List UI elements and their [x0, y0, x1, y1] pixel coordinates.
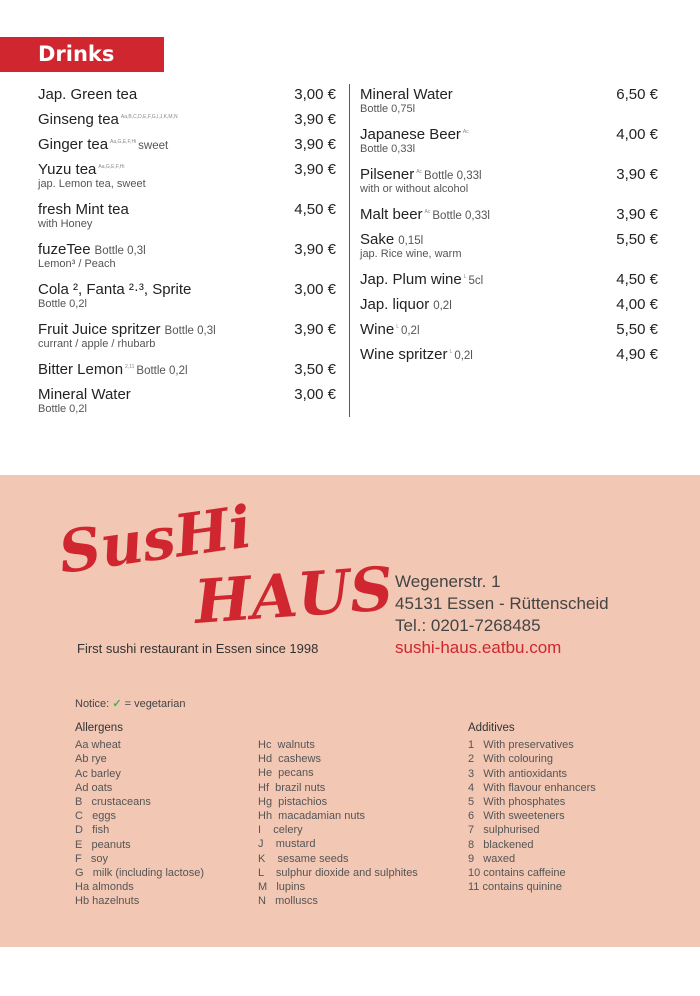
item-price: 3,00 € [294, 386, 336, 403]
item-price: 5,50 € [616, 231, 658, 248]
additive-entry: 3 With antioxidants [468, 767, 568, 780]
allergen-entry: L sulphur dioxide and sulphites [258, 866, 418, 879]
allergen-entry: B crustaceans [75, 796, 151, 809]
website-link[interactable]: sushi-haus.eatbu.com [395, 638, 562, 657]
item-description: with Honey [38, 218, 93, 230]
allergen-entry: J mustard [258, 838, 316, 851]
additive-entry: 5 With phosphates [468, 796, 566, 809]
tagline: First sushi restaurant in Essen since 1998 [77, 641, 319, 656]
item-description: with or without alcohol [360, 183, 469, 195]
vegetarian-notice [75, 697, 185, 710]
item-price: 3,90 € [616, 206, 658, 223]
item-name: Cola ², Fanta ²·³, Sprite [38, 281, 192, 298]
item-size: 0,2l [433, 300, 452, 312]
item-name: Wine spritzer $^L$ 0,2l [360, 346, 473, 363]
item-size: Bottle 0,3l [94, 245, 146, 257]
menu-item [360, 166, 658, 206]
menu-item [38, 241, 336, 281]
item-size: sweet [138, 140, 169, 152]
menu-item [38, 201, 336, 241]
drinks-left-column [38, 86, 336, 426]
allergen-codes: Ac [462, 129, 469, 135]
additives-list [468, 721, 596, 894]
item-name: Yuzu tea $^{Aa,G,E,F,Hi}$ [38, 161, 125, 178]
allergen-entry: K sesame seeds [258, 852, 349, 865]
item-name: Japanese Beer $^{Ac}$ [360, 126, 469, 143]
additive-entry: 4 With flavour enhancers [468, 781, 596, 794]
item-name: Ginseng tea $^{Aa,B,C,D,E,F,G,I,J,K,M,N}$ [38, 111, 178, 128]
item-price: 4,00 € [616, 126, 658, 143]
allergen-codes: Aa,G,E,F,Hi [98, 164, 125, 170]
allergen-entry: Ab rye [75, 753, 107, 766]
menu-item [360, 86, 658, 126]
item-description: Bottle 0,2l [38, 298, 87, 310]
address-street: Wegenerstr. 1 [395, 572, 501, 591]
item-price: 4,50 € [294, 201, 336, 218]
allergen-entry: Ha almonds [75, 881, 134, 894]
allergen-entry: Ad oats [75, 781, 113, 794]
allergen-codes: Aa,B,C,D,E,F,G,I,J,K,M,N [120, 114, 178, 120]
allergen-codes: L [396, 324, 399, 330]
menu-item [38, 111, 336, 136]
allergen-entry: Hf brazil nuts [258, 781, 326, 794]
item-name: Fruit Juice spritzer Bottle 0,3l [38, 321, 216, 338]
item-name: Ginger tea $^{Aa,G,E,F,Hi}$ sweet [38, 136, 169, 153]
menu-item [38, 161, 336, 201]
allergen-entry: Aa wheat [75, 739, 121, 752]
allergen-entry: I celery [258, 824, 303, 837]
item-size: 0,15l [398, 235, 424, 247]
additive-entry: 8 blackened [468, 838, 534, 851]
item-price: 4,00 € [616, 296, 658, 313]
item-price: 3,90 € [294, 111, 336, 128]
item-name: Sake 0,15l [360, 231, 424, 248]
item-size: Bottle 0,33l [432, 210, 490, 222]
menu-item [360, 206, 658, 231]
allergen-entry: Hh macadamian nuts [258, 810, 365, 823]
allergen-entry: Ac barley [75, 767, 121, 780]
item-name: Jap. Green tea [38, 86, 138, 103]
item-name: fresh Mint tea [38, 201, 129, 218]
item-description: jap. Lemon tea, sweet [38, 178, 146, 190]
menu-item [38, 386, 336, 426]
allergen-entry: F soy [75, 852, 109, 865]
notice-label: Notice: [75, 698, 110, 710]
item-name: Jap. liquor 0,2l [360, 296, 452, 313]
address-block [395, 571, 609, 659]
item-price: 3,00 € [294, 281, 336, 298]
item-description: jap. Rice wine, warm [360, 248, 462, 260]
additive-entry: 9 waxed [468, 852, 516, 865]
item-price: 3,00 € [294, 86, 336, 103]
address-city: 45131 Essen - Rüttenscheid [395, 594, 609, 613]
menu-item [38, 281, 336, 321]
menu-item [38, 86, 336, 111]
item-size: 5cl [468, 275, 484, 287]
item-size: 0,2l [400, 325, 420, 337]
item-name: Wine $^L$ 0,2l [360, 321, 420, 338]
item-description: Bottle 0,33l [360, 143, 416, 155]
drinks-right-column [360, 86, 658, 371]
allergen-entry: Hd cashews [258, 753, 321, 766]
menu-item [360, 296, 658, 321]
allergen-entry: C eggs [75, 810, 116, 823]
menu-item [360, 346, 658, 371]
allergen-codes: Aa,G,E,F,Hi [110, 139, 137, 145]
item-size: Bottle 0,2l [136, 365, 188, 377]
allergen-entry: G milk (including lactose) [75, 867, 204, 880]
menu-item [360, 231, 658, 271]
item-size: Bottle 0,3l [164, 325, 216, 337]
allergen-codes: Ac [424, 209, 431, 215]
additive-entry: 2 With colouring [468, 753, 553, 766]
item-price: 4,90 € [616, 346, 658, 363]
item-price: 6,50 € [616, 86, 658, 103]
allergens-col-1 [75, 721, 204, 909]
item-description: Bottle 0,75l [360, 103, 416, 115]
logo-line-1: SusHi [54, 492, 256, 587]
item-price: 3,90 € [294, 136, 336, 153]
item-price: 5,50 € [616, 321, 658, 338]
additive-entry: 10 contains caffeine [468, 867, 566, 880]
allergen-entry: N molluscs [258, 895, 318, 908]
item-price: 4,50 € [616, 271, 658, 288]
item-name: Pilsener $^{Ac}$ Bottle 0,33l [360, 166, 482, 183]
item-price: 3,90 € [294, 241, 336, 258]
menu-item [360, 126, 658, 166]
allergens-col-2 [258, 738, 418, 908]
column-divider [349, 84, 350, 417]
allergen-entry: D fish [75, 824, 110, 837]
additive-entry: 11 contains quinine [468, 881, 562, 894]
item-size: 0,2l [454, 350, 473, 362]
menu-item [38, 361, 336, 386]
item-name: Malt beer $^{Ac}$ Bottle 0,33l [360, 206, 490, 223]
menu-item [38, 321, 336, 361]
allergens-title: Allergens [75, 722, 123, 734]
additives-title: Additives [468, 722, 515, 734]
allergen-codes: L [449, 349, 453, 355]
additive-entry: 7 sulphurised [468, 824, 540, 837]
item-price: 3,90 € [294, 321, 336, 338]
allergen-entry: Hb hazelnuts [75, 895, 140, 908]
allergen-codes: 2,11 [125, 364, 135, 370]
item-description: currant / apple / rhubarb [38, 338, 156, 350]
item-name: Mineral Water [38, 386, 131, 403]
logo-line-2: HAUS [192, 554, 396, 638]
item-name: Jap. Plum wine $^L$ 5cl [360, 271, 484, 288]
sushi-haus-logo [54, 492, 396, 638]
allergen-entry: E peanuts [75, 838, 131, 851]
additive-entry: 1 With preservatives [468, 739, 574, 752]
item-size: Bottle 0,33l [424, 170, 482, 182]
address-phone[interactable]: Tel.: 0201-7268485 [395, 616, 541, 635]
item-name: Bitter Lemon $^{2,11}$ Bottle 0,2l [38, 361, 188, 378]
item-price: 3,90 € [294, 161, 336, 178]
menu-item [38, 136, 336, 161]
allergen-entry: Hc walnuts [258, 739, 315, 751]
item-price: 3,50 € [294, 361, 336, 378]
allergen-codes: L [463, 274, 467, 280]
notice-text: = vegetarian [124, 698, 186, 710]
allergen-codes: Ac [416, 169, 423, 175]
section-title: Drinks [0, 37, 164, 72]
item-description: Bottle 0,2l [38, 403, 87, 415]
vegetarian-icon: ✓ [112, 698, 122, 710]
additive-entry: 6 With sweeteners [468, 810, 565, 823]
allergen-entry: Hg pistachios [258, 795, 328, 808]
item-price: 3,90 € [616, 166, 658, 183]
menu-item [360, 271, 658, 296]
allergen-entry: He pecans [258, 767, 314, 780]
item-description: Lemon³ / Peach [38, 258, 116, 270]
allergen-entry: M lupins [258, 881, 306, 894]
menu-item [360, 321, 658, 346]
item-name: fuzeTee Bottle 0,3l [38, 241, 146, 258]
item-name: Mineral Water [360, 86, 453, 103]
